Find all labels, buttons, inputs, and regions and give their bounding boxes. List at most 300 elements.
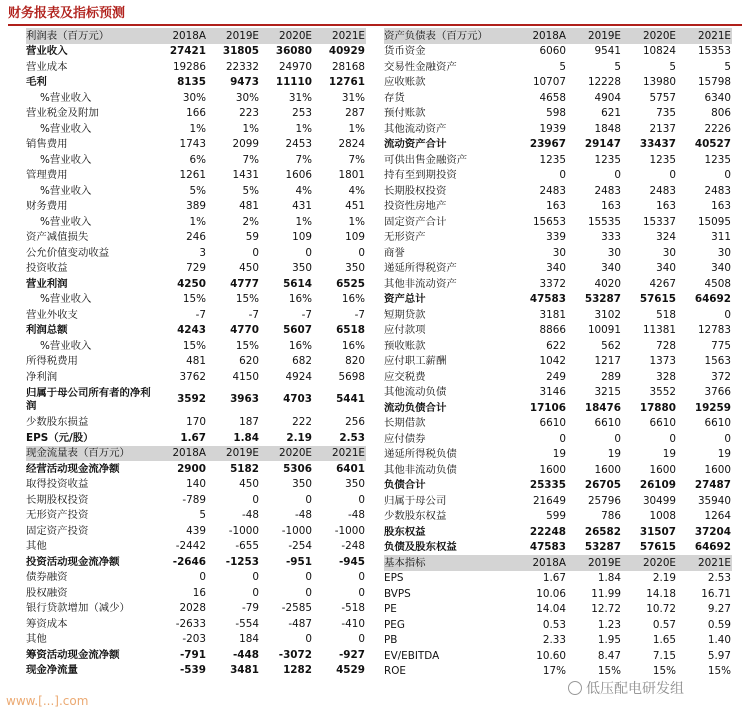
income-cell: 2824 xyxy=(338,138,365,151)
income-cell: 1% xyxy=(189,122,206,135)
balance-cell: 29147 xyxy=(584,138,621,151)
income-cell: 1% xyxy=(189,215,206,228)
balance-cell: 13980 xyxy=(642,76,676,89)
balance-cell: 19 xyxy=(552,448,566,461)
income-row xyxy=(26,338,366,354)
income-row xyxy=(26,323,366,339)
watermark-right-text: 低压配电研发组 xyxy=(586,681,684,697)
balance-row xyxy=(384,307,732,323)
cashflow-cell: -48 xyxy=(348,509,365,522)
balance-cell: 19 xyxy=(717,448,731,461)
balance-cell: 311 xyxy=(711,231,731,244)
balance-cell: 1848 xyxy=(594,122,621,135)
income-cell: 40929 xyxy=(328,45,365,58)
balance-row xyxy=(384,478,732,494)
balance-cell: 21649 xyxy=(532,494,566,507)
cashflow-cell: -945 xyxy=(338,555,365,568)
cashflow-cell: 5182 xyxy=(230,462,259,475)
cashflow-header-row xyxy=(26,446,366,462)
balance-row-label: 其他流动资产 xyxy=(384,122,447,135)
balance-cell: 8866 xyxy=(539,324,566,337)
income-cell: 36080 xyxy=(275,45,312,58)
balance-cell: 1008 xyxy=(649,510,676,523)
income-cell: 19286 xyxy=(172,60,206,73)
balance-cell: 53287 xyxy=(584,293,621,306)
balance-cell: 1373 xyxy=(649,355,676,368)
income-row-label: 营业成本 xyxy=(26,60,68,73)
income-cell: 9473 xyxy=(230,76,259,89)
balance-cell: 2483 xyxy=(594,184,621,197)
income-row-label: 归属于母公司所有者的净利润 xyxy=(26,386,151,412)
balance-row xyxy=(384,369,732,385)
cashflow-row xyxy=(26,616,366,632)
balance-cell: 6610 xyxy=(649,417,676,430)
balance-row xyxy=(384,462,732,478)
watermark-right xyxy=(568,678,684,698)
income-cell: 27421 xyxy=(169,45,206,58)
balance-cell: 6610 xyxy=(539,417,566,430)
balance-row-label: 预收账款 xyxy=(384,339,426,352)
balance-cell: 1042 xyxy=(539,355,566,368)
income-cell: 15% xyxy=(182,293,206,306)
balance-row xyxy=(384,400,732,416)
balance-cell: 1235 xyxy=(704,153,731,166)
income-cell: 5441 xyxy=(336,393,365,405)
cashflow-row xyxy=(26,539,366,555)
indicators-cell: 1.84 xyxy=(597,572,621,585)
balance-row xyxy=(384,44,732,60)
balance-row-label: 资产总计 xyxy=(384,293,426,306)
cashflow-row xyxy=(26,492,366,508)
balance-row xyxy=(384,137,732,153)
balance-cell: 0 xyxy=(669,432,676,445)
balance-cell: 10707 xyxy=(532,76,566,89)
balance-row-label: 应付职工薪酬 xyxy=(384,355,447,368)
indicators-cell: 1.65 xyxy=(652,634,676,647)
income-cell: 350 xyxy=(345,262,365,275)
income-statement-table xyxy=(26,28,366,446)
income-cell: 15% xyxy=(235,339,259,352)
cashflow-cell: -203 xyxy=(182,633,206,646)
indicators-cell: 11.99 xyxy=(591,587,621,600)
balance-year-header: 2020E xyxy=(622,28,677,44)
balance-row xyxy=(384,199,732,215)
balance-row xyxy=(384,540,732,556)
income-cell: 7% xyxy=(295,153,312,166)
income-year-header: 2020E xyxy=(260,28,313,44)
income-cell: 1801 xyxy=(338,169,365,182)
income-cell: 450 xyxy=(239,262,259,275)
indicators-row xyxy=(384,617,732,633)
balance-cell: 0 xyxy=(614,169,621,182)
income-cell: 109 xyxy=(345,231,365,244)
income-cell: 2453 xyxy=(285,138,312,151)
balance-cell: 289 xyxy=(601,370,621,383)
cashflow-cell: -539 xyxy=(179,664,206,677)
cashflow-cell: -927 xyxy=(338,648,365,661)
indicators-header-label: 基本指标 xyxy=(384,555,512,571)
indicators-year-header: 2019E xyxy=(567,555,622,571)
cashflow-cell: 0 xyxy=(199,571,206,584)
cashflow-row xyxy=(26,461,366,477)
balance-cell: 3766 xyxy=(704,386,731,399)
indicators-cell: 10.60 xyxy=(536,649,566,662)
income-row-label: %营业收入 xyxy=(40,184,92,197)
cashflow-cell: 1282 xyxy=(283,664,312,677)
balance-cell: 15353 xyxy=(697,45,731,58)
indicators-cell: 17% xyxy=(542,665,566,678)
income-row-label: %营业收入 xyxy=(40,122,92,135)
income-cell: 0 xyxy=(358,246,365,259)
indicators-cell: 10.06 xyxy=(536,587,566,600)
income-row xyxy=(26,44,366,60)
balance-cell: 340 xyxy=(656,262,676,275)
indicators-cell: 0.53 xyxy=(542,618,566,631)
balance-cell: 25335 xyxy=(529,479,566,492)
balance-cell: 0 xyxy=(669,169,676,182)
balance-row xyxy=(384,59,732,75)
balance-cell: 598 xyxy=(546,107,566,120)
balance-cell: 37204 xyxy=(694,525,731,538)
balance-cell: 562 xyxy=(601,339,621,352)
balance-cell: 6340 xyxy=(704,91,731,104)
indicators-row xyxy=(384,586,732,602)
indicators-cell: 8.47 xyxy=(597,649,621,662)
balance-row-label: 应交税费 xyxy=(384,370,426,383)
income-row-label: 公允价值变动收益 xyxy=(26,246,110,259)
balance-cell: 1217 xyxy=(594,355,621,368)
balance-cell: 27487 xyxy=(694,479,731,492)
income-cell: 431 xyxy=(292,200,312,213)
income-cell: 31% xyxy=(288,91,312,104)
balance-cell: 30 xyxy=(607,246,621,259)
cashflow-cell: -448 xyxy=(232,648,259,661)
income-row xyxy=(26,75,366,91)
indicators-row xyxy=(384,571,732,587)
income-cell: 11110 xyxy=(275,76,312,89)
income-row-label: 营业税金及附加 xyxy=(26,107,99,120)
income-cell: 1% xyxy=(295,215,312,228)
indicators-cell: 1.23 xyxy=(597,618,621,631)
balance-row-label: 预付账款 xyxy=(384,107,426,120)
cashflow-cell: -554 xyxy=(235,617,259,630)
cashflow-cell: 0 xyxy=(252,493,259,506)
indicators-row-label: PEG xyxy=(384,618,405,631)
cashflow-cell: 3481 xyxy=(230,664,259,677)
balance-row xyxy=(384,354,732,370)
income-row-label: 利润总额 xyxy=(26,324,68,337)
income-row-label: 所得税费用 xyxy=(26,355,78,368)
income-row xyxy=(26,168,366,184)
balance-cell: 6610 xyxy=(704,417,731,430)
left-column xyxy=(26,28,366,678)
income-cell: 350 xyxy=(292,262,312,275)
balance-cell: 26109 xyxy=(639,479,676,492)
cashflow-cell: -3072 xyxy=(278,648,312,661)
balance-row-label: 长期股权投资 xyxy=(384,184,447,197)
income-cell: 3963 xyxy=(230,393,259,405)
balance-row xyxy=(384,183,732,199)
indicators-cell: 0.57 xyxy=(652,618,676,631)
income-row xyxy=(26,230,366,246)
income-row-label: 营业外收支 xyxy=(26,308,78,321)
income-cell: 16% xyxy=(341,339,365,352)
balance-row-label: 交易性金融资产 xyxy=(384,60,457,73)
cashflow-row xyxy=(26,601,366,617)
balance-cell: 10824 xyxy=(642,45,676,58)
balance-cell: 0 xyxy=(614,432,621,445)
cashflow-cell: 0 xyxy=(358,633,365,646)
watermark-left: www.[...].com xyxy=(6,694,89,708)
balance-cell: 30 xyxy=(662,246,676,259)
indicators-table xyxy=(384,555,732,679)
income-cell: 2% xyxy=(242,215,259,228)
balance-row-label: 递延所得税资产 xyxy=(384,262,457,275)
income-row xyxy=(26,121,366,137)
balance-cell: 622 xyxy=(546,339,566,352)
cashflow-year-header: 2019E xyxy=(207,446,260,462)
indicators-row-label: EPS xyxy=(384,572,404,585)
cashflow-row-label: 银行贷款增加（减少） xyxy=(26,602,130,615)
indicators-row xyxy=(384,664,732,680)
income-cell: 15% xyxy=(182,339,206,352)
balance-row-label: 无形资产 xyxy=(384,231,426,244)
cashflow-cell: 0 xyxy=(252,586,259,599)
balance-cell: 333 xyxy=(601,231,621,244)
cashflow-row-label: 固定资产投资 xyxy=(26,524,89,537)
income-row-label: 投资收益 xyxy=(26,262,68,275)
cashflow-cell: -791 xyxy=(179,648,206,661)
income-cell: 5698 xyxy=(338,370,365,383)
indicators-year-header: 2018A xyxy=(512,555,567,571)
income-row-label: 毛利 xyxy=(26,76,47,89)
balance-row xyxy=(384,152,732,168)
balance-cell: 2483 xyxy=(539,184,566,197)
income-row-label: %营业收入 xyxy=(40,339,92,352)
balance-cell: 5 xyxy=(559,60,566,73)
income-row xyxy=(26,152,366,168)
balance-cell: 53287 xyxy=(584,541,621,554)
cashflow-row-label: 无形资产投资 xyxy=(26,509,89,522)
balance-cell: 3552 xyxy=(649,386,676,399)
cashflow-cell: 350 xyxy=(345,478,365,491)
income-cell: 3592 xyxy=(177,393,206,405)
balance-cell: 249 xyxy=(546,370,566,383)
balance-cell: 64692 xyxy=(694,541,731,554)
balance-row xyxy=(384,168,732,184)
income-row xyxy=(26,276,366,292)
income-row-label: 资产减值损失 xyxy=(26,231,89,244)
income-cell: 222 xyxy=(292,416,312,429)
income-cell: 481 xyxy=(186,355,206,368)
wechat-icon xyxy=(568,681,582,695)
income-cell: 6% xyxy=(189,153,206,166)
indicators-cell: 1.95 xyxy=(597,634,621,647)
income-row xyxy=(26,369,366,385)
income-row xyxy=(26,137,366,153)
cashflow-year-header: 2021E xyxy=(313,446,366,462)
income-row xyxy=(26,292,366,308)
cashflow-cell: -248 xyxy=(341,540,365,553)
indicators-cell: 14.18 xyxy=(646,587,676,600)
cashflow-cell: 5306 xyxy=(283,462,312,475)
balance-cell: 340 xyxy=(711,262,731,275)
balance-cell: 1563 xyxy=(704,355,731,368)
cashflow-row-label: 经营活动现金流净额 xyxy=(26,462,120,475)
balance-row-label: 长期借款 xyxy=(384,417,426,430)
cashflow-cell: 6401 xyxy=(336,462,365,475)
cashflow-row-label: 筹资活动现金流净额 xyxy=(26,648,120,661)
indicators-row xyxy=(384,602,732,618)
income-year-header: 2018A xyxy=(154,28,207,44)
balance-cell: 339 xyxy=(546,231,566,244)
income-row-label: %营业收入 xyxy=(40,153,92,166)
balance-row xyxy=(384,493,732,509)
cashflow-cell: -655 xyxy=(235,540,259,553)
indicators-row xyxy=(384,648,732,664)
income-cell: 389 xyxy=(186,200,206,213)
indicators-cell: 14.04 xyxy=(536,603,566,616)
cashflow-cell: 0 xyxy=(358,493,365,506)
balance-cell: 1235 xyxy=(594,153,621,166)
indicators-cell: 2.19 xyxy=(652,572,676,585)
cashflow-cell: 0 xyxy=(358,571,365,584)
cashflow-cell: -1000 xyxy=(228,524,259,537)
balance-cell: 30499 xyxy=(642,494,676,507)
income-cell: 1% xyxy=(348,215,365,228)
income-cell: 481 xyxy=(239,200,259,213)
balance-row xyxy=(384,214,732,230)
balance-row-label: 其他流动负债 xyxy=(384,386,447,399)
income-cell: 1.84 xyxy=(233,431,259,444)
balance-row-label: 投资性房地产 xyxy=(384,200,447,213)
income-year-header: 2021E xyxy=(313,28,366,44)
balance-row-label: 递延所得税负债 xyxy=(384,448,457,461)
balance-cell: 17880 xyxy=(639,401,676,414)
income-cell: 12761 xyxy=(328,76,365,89)
income-cell: 287 xyxy=(345,107,365,120)
cashflow-row-label: 现金净流量 xyxy=(26,664,78,677)
balance-row-label: 存货 xyxy=(384,91,405,104)
balance-cell: 18476 xyxy=(584,401,621,414)
cashflow-row xyxy=(26,570,366,586)
income-row xyxy=(26,106,366,122)
cashflow-cell: 0 xyxy=(358,586,365,599)
income-cell: 2099 xyxy=(232,138,259,151)
cashflow-cell: -487 xyxy=(288,617,312,630)
cashflow-header-label: 现金流量表（百万元） xyxy=(26,446,154,462)
cashflow-cell: -518 xyxy=(341,602,365,615)
income-row xyxy=(26,415,366,431)
income-cell: 187 xyxy=(239,416,259,429)
income-cell: 451 xyxy=(345,200,365,213)
income-cell: 15% xyxy=(235,293,259,306)
balance-cell: 621 xyxy=(601,107,621,120)
indicators-cell: 7.15 xyxy=(652,649,676,662)
income-row-label: 净利润 xyxy=(26,370,58,383)
balance-row xyxy=(384,75,732,91)
income-cell: 3 xyxy=(199,246,206,259)
balance-cell: 775 xyxy=(711,339,731,352)
right-column xyxy=(384,28,732,679)
balance-cell: 2137 xyxy=(649,122,676,135)
income-cell: 1% xyxy=(348,122,365,135)
balance-cell: 2483 xyxy=(649,184,676,197)
indicators-cell: 16.71 xyxy=(701,587,731,600)
balance-cell: 786 xyxy=(601,510,621,523)
balance-year-header: 2021E xyxy=(677,28,732,44)
income-cell: 7% xyxy=(242,153,259,166)
cashflow-row xyxy=(26,508,366,524)
balance-cell: 1600 xyxy=(649,463,676,476)
balance-year-header: 2019E xyxy=(567,28,622,44)
title-underline xyxy=(8,24,742,26)
income-cell: 4777 xyxy=(230,277,259,290)
balance-cell: 30 xyxy=(552,246,566,259)
cashflow-cell: 0 xyxy=(252,571,259,584)
balance-cell: 3181 xyxy=(539,308,566,321)
indicators-year-header: 2021E xyxy=(677,555,732,571)
cashflow-row-label: 投资活动现金流净额 xyxy=(26,555,120,568)
cashflow-cell: -48 xyxy=(242,509,259,522)
cashflow-cell: 184 xyxy=(239,633,259,646)
balance-cell: 35940 xyxy=(697,494,731,507)
income-row xyxy=(26,385,366,415)
balance-row xyxy=(384,261,732,277)
balance-cell: 1600 xyxy=(704,463,731,476)
indicators-row-label: PB xyxy=(384,634,398,647)
indicators-cell: 5.97 xyxy=(707,649,731,662)
balance-row-label: 固定资产合计 xyxy=(384,215,447,228)
balance-cell: 340 xyxy=(546,262,566,275)
balance-cell: 0 xyxy=(724,432,731,445)
income-cell: 4770 xyxy=(230,324,259,337)
income-cell: 30% xyxy=(182,91,206,104)
income-cell: 6525 xyxy=(336,277,365,290)
balance-cell: 19 xyxy=(662,448,676,461)
balance-cell: 4658 xyxy=(539,91,566,104)
balance-cell: 31507 xyxy=(639,525,676,538)
balance-cell: 3215 xyxy=(594,386,621,399)
indicators-row xyxy=(384,633,732,649)
income-cell: 5% xyxy=(189,184,206,197)
income-cell: 24970 xyxy=(278,60,312,73)
balance-row-label: 货币资金 xyxy=(384,45,426,58)
indicators-header-row xyxy=(384,555,732,571)
balance-row xyxy=(384,292,732,308)
balance-header-row xyxy=(384,28,732,44)
balance-row-label: 负债合计 xyxy=(384,479,426,492)
balance-cell: 3372 xyxy=(539,277,566,290)
balance-cell: 2226 xyxy=(704,122,731,135)
balance-cell: 5 xyxy=(614,60,621,73)
balance-cell: 728 xyxy=(656,339,676,352)
balance-row xyxy=(384,431,732,447)
indicators-cell: 15% xyxy=(707,665,731,678)
balance-cell: 22248 xyxy=(529,525,566,538)
balance-row xyxy=(384,106,732,122)
income-cell: 5% xyxy=(242,184,259,197)
balance-row xyxy=(384,385,732,401)
cashflow-cell: 439 xyxy=(186,524,206,537)
balance-cell: 12228 xyxy=(587,76,621,89)
balance-cell: 1235 xyxy=(539,153,566,166)
income-cell: 59 xyxy=(245,231,259,244)
income-cell: 109 xyxy=(292,231,312,244)
cashflow-cell: 5 xyxy=(199,509,206,522)
cashflow-cell: -254 xyxy=(288,540,312,553)
income-row xyxy=(26,59,366,75)
